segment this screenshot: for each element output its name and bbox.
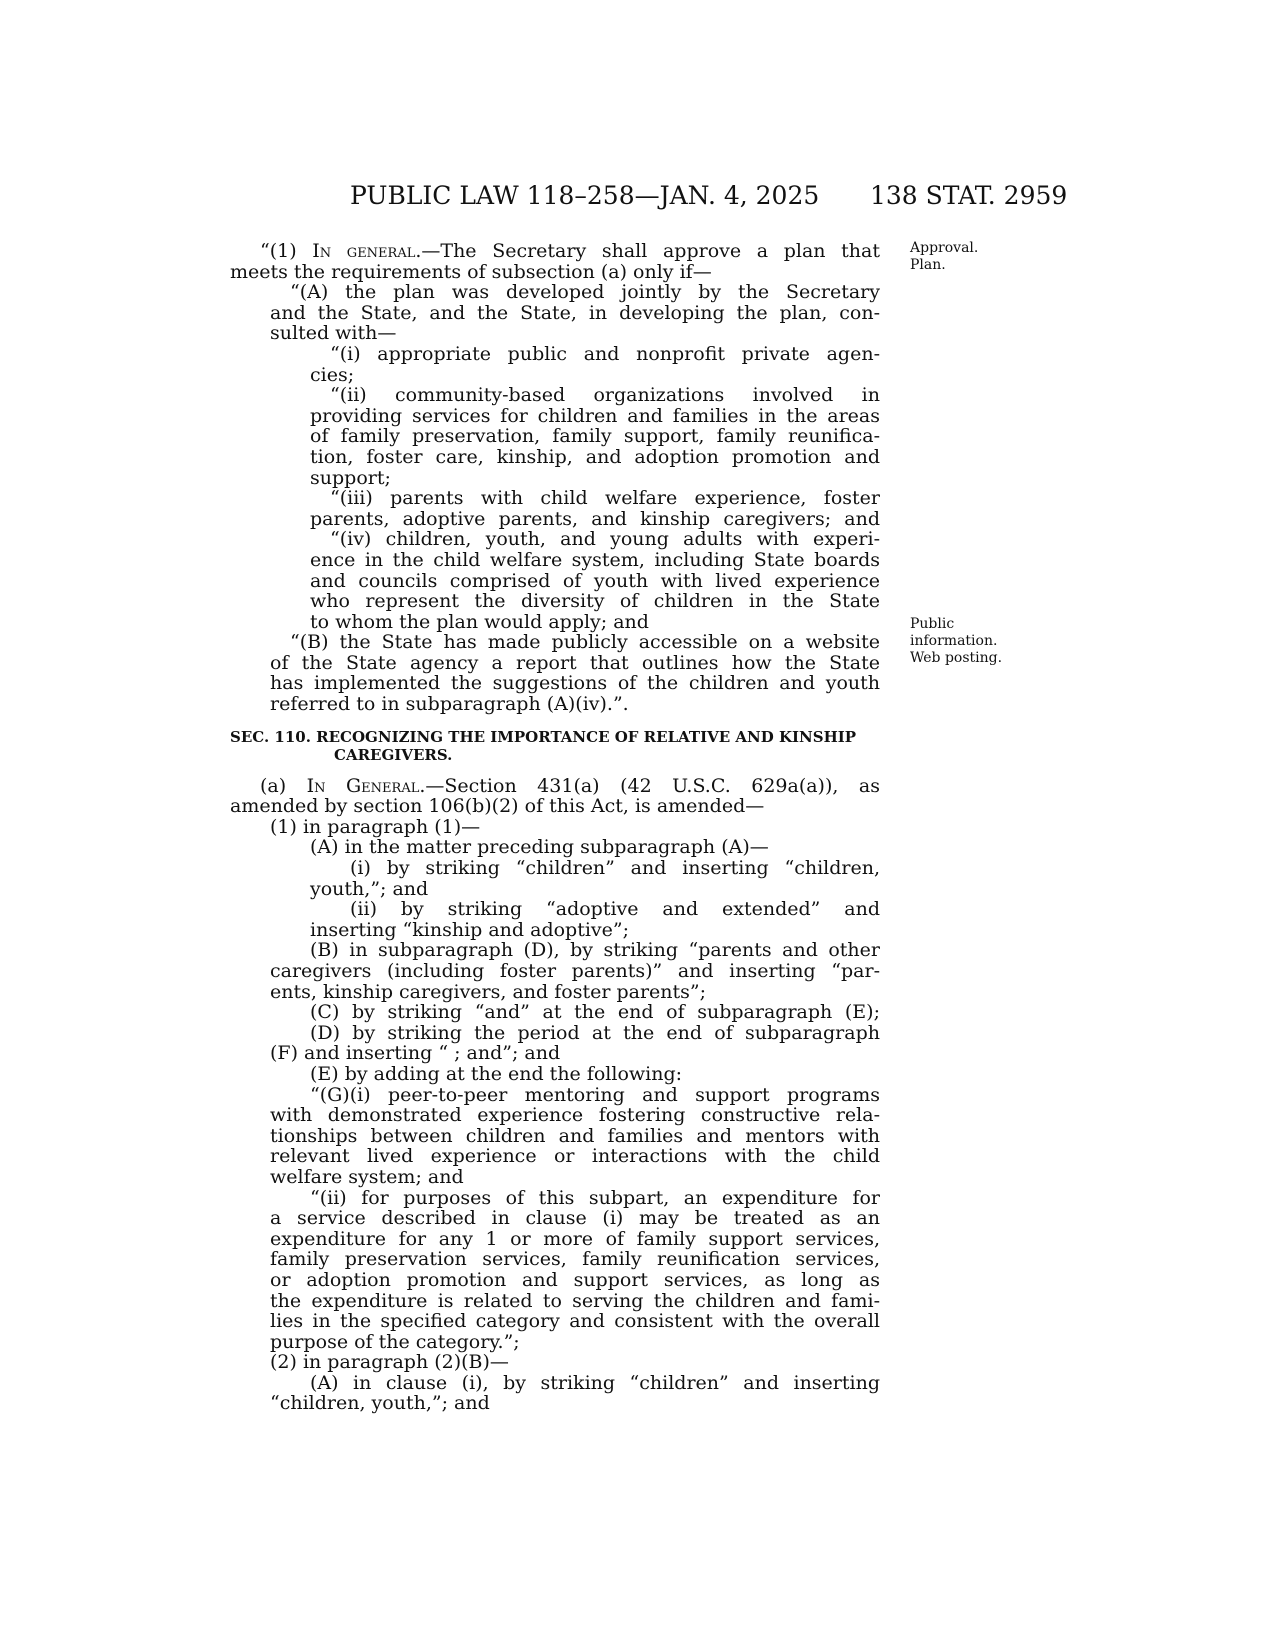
text-line: purpose of the category.”; [270, 1330, 520, 1353]
text-line: referred to in subparagraph (A)(iv).”. [270, 693, 629, 716]
text-line: tionships between children and families and mentors with [270, 1124, 880, 1147]
subsection-amendments [230, 776, 880, 1414]
text-line: (1) in paragraph (1)— [270, 815, 481, 838]
text-line: the expenditure is related to serving the children and fami- [270, 1289, 880, 1312]
margin-note-line: information. [910, 633, 998, 649]
paragraph-heading: In general [312, 240, 416, 262]
text-line: “children, youth,”; and [270, 1392, 490, 1415]
text-line: (2) in paragraph (2)(B)— [270, 1351, 509, 1374]
text-line: “(B) the State has made publicly accessible on a website [290, 631, 880, 654]
text-line: expenditure for any 1 or more of family support services, [270, 1227, 880, 1250]
text-line: or adoption promotion and support services, as long as [270, 1268, 880, 1291]
text-line: (A) in clause (i), by striking “children” and inserting [310, 1371, 880, 1394]
section-heading-line: SEC. 110. RECOGNIZING THE IMPORTANCE OF RELATIVE AND KINSHIP [230, 727, 857, 746]
text-line: cies; [310, 363, 355, 386]
text-line: who represent the diversity of children in the State [310, 590, 880, 613]
text-line: (B) in subparagraph (D), by striking “parents and other [310, 939, 880, 962]
text-line: lies in the specified category and consistent with the overall [270, 1310, 880, 1333]
margin-note-approval-plan [910, 240, 978, 274]
text-line: and councils comprised of youth with lived experience [310, 569, 880, 592]
section-heading-line: CAREGIVERS. [334, 745, 453, 764]
text-line: meets the requirements of subsection (a) only if— [230, 260, 712, 283]
running-head-title: PUBLIC LAW 118–258—JAN. 4, 2025 [350, 181, 820, 210]
text-line: inserting “kinship and adoptive”; [310, 918, 630, 941]
paragraph-designator: “(1) [260, 240, 313, 262]
text-line: “(ii) for purposes of this subpart, an expenditure for [310, 1186, 880, 1209]
text-line: ence in the child welfare system, including State boards [310, 548, 880, 571]
margin-note-line: Public [910, 616, 955, 632]
paragraph-heading: In General [306, 774, 420, 797]
text-line: amended by section 106(b)(2) of this Act, is amended— [230, 795, 765, 818]
margin-note-line: Plan. [910, 257, 946, 273]
text-line: (i) by striking “children” and inserting “children, [350, 857, 880, 880]
text-line: (C) by striking “and” at the end of subparagraph (E); [310, 1001, 880, 1024]
text-line: providing services for children and families in the areas [310, 404, 880, 427]
text-line: tion, foster care, kinship, and adoption promotion and [310, 445, 880, 468]
text-line: welfare system; and [270, 1165, 464, 1188]
text-line: (E) by adding at the end the following: [310, 1062, 683, 1085]
text-line [230, 776, 880, 797]
margin-note-line: Approval. [910, 240, 979, 256]
margin-note-line: Web posting. [910, 650, 1003, 666]
text-line: “(ii) community-based organizations involved in [330, 384, 880, 407]
text-line [230, 241, 880, 262]
text-line: “(iv) children, youth, and young adults with experi- [330, 528, 880, 551]
margin-note-public-information [910, 616, 1002, 667]
text-line: to whom the plan would apply; and [310, 610, 649, 633]
text-line: family preservation services, family reunification services, [270, 1248, 880, 1271]
text-line: and the State, and the State, in developing the plan, con- [270, 301, 880, 324]
text-line: (D) by striking the period at the end of subparagraph [310, 1021, 880, 1044]
paragraph-designator: (a) [260, 774, 307, 797]
text-line: a service described in clause (i) may be treated as an [270, 1207, 880, 1230]
text-line: ents, kinship caregivers, and foster parents”; [270, 980, 707, 1003]
statute-page-number: 138 STAT. 2959 [870, 181, 1068, 210]
text-line: “(G)(i) peer-to-peer mentoring and support programs [310, 1083, 880, 1106]
paragraph-text: .—The Secretary shall approve a plan that [415, 240, 881, 262]
text-line: relevant lived experience or interactions with the child [270, 1145, 880, 1168]
text-line: of family preservation, family support, family reunifica- [310, 425, 880, 448]
text-line: “(i) appropriate public and nonprofit private agen- [330, 342, 880, 365]
text-line: “(iii) parents with child welfare experience, foster [330, 487, 880, 510]
document-body [230, 241, 880, 1414]
text-line: support; [310, 466, 391, 489]
text-line: (F) and inserting “ ; and”; and [270, 1042, 561, 1065]
text-line: parents, adoptive parents, and kinship caregivers; and [310, 507, 880, 530]
text-line: (ii) by striking “adoptive and extended” and [350, 898, 880, 921]
text-line: “(A) the plan was developed jointly by the Secretary [290, 281, 880, 304]
paragraph-text: .—Section 431(a) (42 U.S.C. 629a(a)), as [419, 774, 880, 797]
text-line: of the State agency a report that outlines how the State [270, 651, 880, 674]
page-header [0, 181, 1275, 211]
text-line: sulted with— [270, 322, 397, 345]
text-line: youth,”; and [310, 877, 429, 900]
text-line: caregivers (including foster parents)” and inserting “par- [270, 960, 880, 982]
subsection-plan-approval [230, 241, 880, 715]
text-line: with demonstrated experience fostering constructive rela- [270, 1104, 880, 1127]
text-line: has implemented the suggestions of the children and youth [270, 672, 880, 695]
text-line: (A) in the matter preceding subparagraph (A)— [310, 836, 769, 859]
section-heading [230, 728, 880, 764]
